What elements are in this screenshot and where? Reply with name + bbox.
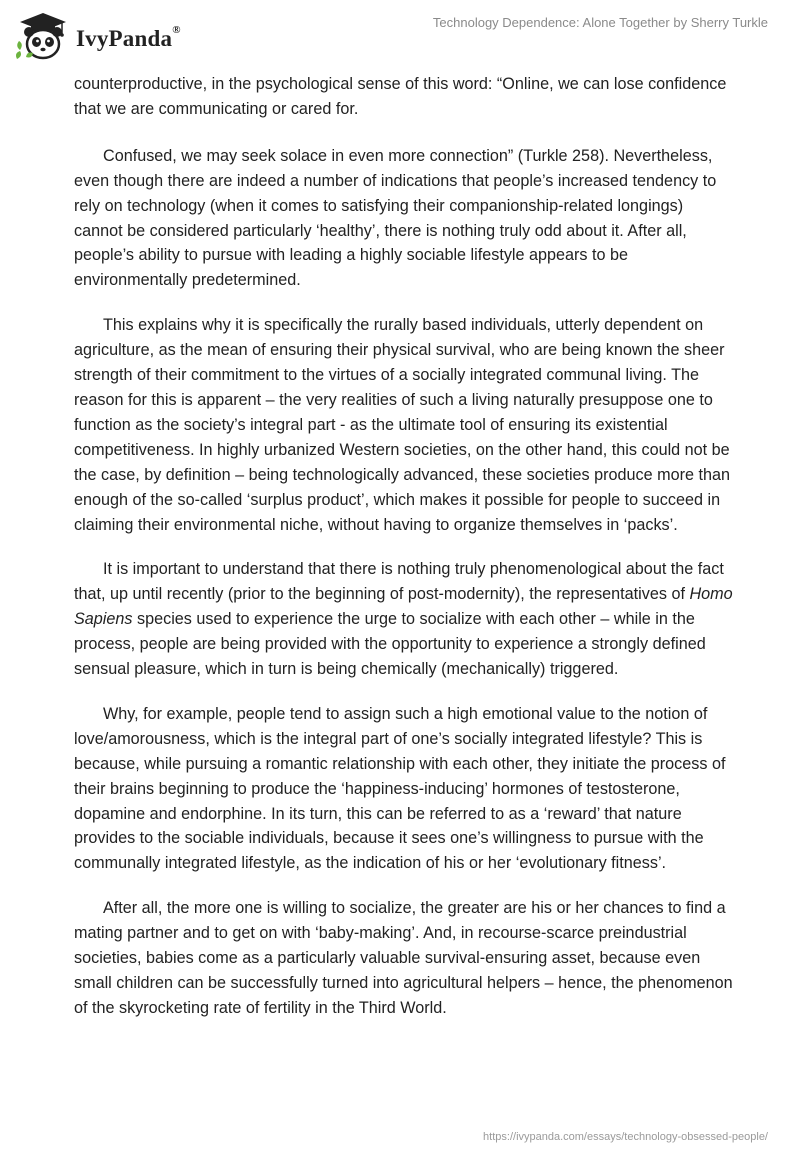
paragraph-3: This explains why it is specifically the rurally based individuals, utterly dependent on agriculture, as the mean of ensuring their physical survival, who are being known the sheer strength of their commitment to the virtues of a socially integrated communal living. The reason for this is apparent – the very realities of such a living naturally presuppose one to function as the society’s integral part - as the ultimate tool of ensuring its existential competitiveness. In highly urbanized Western societies, on the other hand, this could not be the case, by definition – being technologically advanced, these societies produce more than enough of the so-called ‘surplus product’, which makes it possible for people to succeed in claiming their environmental niche, without having to organize themselves in ‘packs’. bbox=[74, 316, 731, 534]
paragraph-2: Confused, we may seek solace in even more connection” (Turkle 258). Nevertheless, even though there are indeed a number of indications that people’s increased tendency to rely on technology (when it comes to satisfying their companionship-related longings) cannot be considered particularly ‘healthy’, there is nothing truly odd about it. After all, people’s ability to pursue with leading a highly sociable lifestyle appears to be environmentally predetermined. bbox=[74, 146, 717, 290]
species-name: Homo Sapiens bbox=[74, 585, 733, 629]
document-title: Technology Dependence: Alone Together by Sherry Turkle bbox=[432, 15, 768, 30]
essay-body bbox=[74, 72, 734, 1041]
paragraph-6: After all, the more one is willing to socialize, the greater are his or her chances to find a mating partner and to get on with ‘baby-making’. And, in recourse-scarce preindustrial societies, babies come as a particularly valuable survival-ensuring asset, because even small children can be successfully turned into agricultural helpers – hence, the phenomenon of the skyrocketing rate of fertility in the Third World. bbox=[74, 899, 733, 1017]
paragraph-4-text-a: It is important to understand that there is nothing truly phenomenological about the fact that, up until recently (prior to the beginning of post-modernity), the representatives of bbox=[74, 560, 724, 604]
source-url-link[interactable]: https://ivypanda.com/essays/technology-obsessed-people/ bbox=[483, 1131, 768, 1143]
paragraph-4 bbox=[74, 557, 734, 682]
panda-graduate-icon bbox=[14, 10, 72, 62]
brand-name: IvyPanda® bbox=[76, 23, 181, 51]
paragraph-4-text-b: species used to experience the urge to socialize with each other – while in the process, people are being provided with the opportunity to experience a strongly defined sensual pleasure, which in turn is being chemically (mechanically) triggered. bbox=[74, 610, 706, 679]
paragraph-5: Why, for example, people tend to assign such a high emotional value to the notion of love/amorousness, which is the integral part of one’s socially integrated lifestyle? This is because, while pursuing a romantic relationship with each other, they initiate the process of their brains beginning to produce the ‘happiness-inducing’ hormones of testosterone, dopamine and endorphine. In its turn, this can be referred to as a ‘reward’ that nature provides to the sociable individuals, because it sees one’s willingness to pursue with the communally integrated lifestyle, as the indication of his or her ‘evolutionary fitness’. bbox=[74, 704, 726, 873]
registered-mark: ® bbox=[172, 23, 181, 36]
page-header bbox=[0, 0, 800, 70]
paragraph-1: counterproductive, in the psychological sense of this word: “Online, we can lose confidence that we are communicating or cared for. bbox=[74, 75, 727, 118]
ivypanda-logo[interactable] bbox=[14, 10, 181, 62]
